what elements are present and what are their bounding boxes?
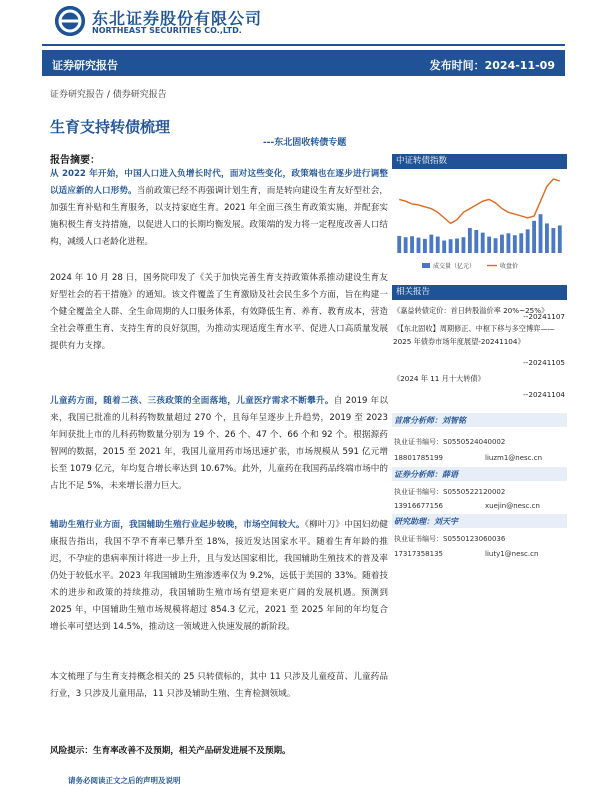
volume-bar	[442, 241, 446, 253]
volume-bar	[455, 239, 459, 253]
volume-bar	[551, 228, 555, 253]
volume-bar	[487, 237, 491, 253]
company-name-en: NORTHEAST SECURITIES CO.,LTD.	[92, 26, 242, 35]
related-report-2-date: --20241105	[523, 358, 565, 367]
footer-disclaimer: 请务必阅读正文之后的声明及说明	[68, 776, 181, 785]
chart-heading: 中证转债指数	[392, 154, 567, 169]
analyst-2-role: 证券分析师：薛语	[394, 470, 458, 479]
paragraph-body: 自 2019 年以来，我国已批准的儿科药物数量超过 270 个，且每年呈逐步上升趋势，2019 至 2023 年间获批上市的儿科药物数量分别为 19 个、26 个、47 个、66 个和 92 个。根据源药智网的数据，2015 至 2021 年，我国儿童用药市场迅速扩张，市场规模从 591 亿元增长至 1079 亿元，年均复合增长率达到 10.67%。此外，儿童药在我国药品终端市场中的占比不足 5%，未来增长潜力巨大。	[50, 396, 388, 491]
related-report-3[interactable]: 《2024 年 11 月十大转债》	[393, 374, 485, 383]
analyst-2-email[interactable]: xuejin@nesc.cn	[485, 502, 540, 510]
close-price-line	[399, 179, 560, 223]
analyst-3-role: 研究助理：刘天宇	[394, 517, 458, 526]
volume-bar	[468, 228, 472, 253]
volume-bar	[506, 233, 510, 253]
analyst-2-phone: 13916677156	[394, 502, 443, 510]
breadcrumb: 证券研究报告 / 债券研究报告	[50, 90, 167, 100]
paragraph-lead: 儿童药方面，随着二孩、三孩政策的全面落地，儿童医疗需求不断攀升。	[50, 396, 334, 406]
paragraph-body: 《柳叶刀》中国妇幼健康报告指出，我国不孕不育率已攀升至 18%，接近发达国家水平。随着生育年龄的推迟，不孕症的患病率预计将进一步上升，且与发达国家相比，我国辅助生殖技术的普及率仍处于较低水平。2023 年我国辅助生殖渗透率仅为 9.2%，远低于美国的 33%。随着技术的进步和政策的持续推动，我国辅助生殖市场有望迎来更广阔的发展机遇。预测到 2025 年，中国辅助生殖市场规模将超过 854.3 亿元，2021 至 2025 年间的年均复合增长率可望达到 14.5%，推动这一领域进入快速发展的新阶段。	[50, 520, 388, 632]
volume-bar	[397, 236, 401, 253]
related-report-2[interactable]: 《【东北固收】周期修正、中枢下移与多空博弈——2025 年债券市场年度展望-20241104》	[393, 324, 555, 346]
chart-legend	[422, 262, 518, 270]
volume-bar	[500, 235, 504, 253]
page-subtitle: ---东北固收转债专题	[263, 138, 347, 148]
volume-bar	[494, 238, 498, 253]
analyst-2-cert: 执业证书编号：S0550522120002	[394, 488, 506, 496]
legend-swatch-volume	[422, 263, 430, 268]
volume-bar	[410, 236, 414, 253]
company-logo-icon	[55, 6, 85, 36]
volume-bar	[558, 225, 562, 253]
company-name-cn: 东北证券股份有限公司	[92, 9, 263, 28]
volume-bar	[481, 233, 485, 253]
analyst-1-phone: 18801785199	[394, 454, 443, 462]
risk-notice: 风险提示：生育率改善不及预期，相关产品研发进展不及预期。	[50, 746, 291, 756]
volume-bar	[539, 214, 543, 253]
volume-bar	[417, 238, 421, 253]
volume-bar	[513, 235, 517, 253]
related-report-1[interactable]: 《嘉益转债定价：首日转股溢价率 20%~25%》	[393, 306, 549, 315]
analyst-1-email[interactable]: liuzm1@nesc.cn	[485, 454, 543, 462]
convertible-bond-index-chart	[392, 173, 567, 271]
report-type-label: 证券研究报告	[52, 59, 118, 72]
header-divider	[42, 44, 565, 46]
volume-bar	[449, 239, 453, 253]
related-report-1-date: --20241107	[523, 312, 565, 321]
summary-paragraph-1	[50, 166, 388, 251]
paragraph-body: 2024 年 10 月 28 日，国务院印发了《关于加快完善生育支持政策体系推动建设生育友好型社会的若干措施》的通知。该文件覆盖了生育激励及社会民生多个方面，旨在构建一个健全覆盖全人群、全生命周期的人口服务体系，有效降低生育、养育、教育成本，营造全社会尊重生育、支持生育的良好氛围，为推动实现适度生育水平、促进人口高质量发展提供有力支撑。	[50, 273, 388, 351]
volume-bar	[462, 237, 466, 253]
related-report-3-date: --20241104	[523, 390, 565, 399]
summary-paragraph-5	[50, 669, 388, 703]
page-title: 生育支持转债梳理	[50, 118, 171, 136]
volume-bars	[397, 214, 561, 253]
analyst-3-email[interactable]: liuty1@nesc.cn	[485, 550, 539, 558]
volume-bar	[532, 221, 536, 253]
volume-bar	[423, 239, 427, 253]
paragraph-lead: 从 2022 年开始，中国人口进入负增长时代，面对这些变化，政策端也在逐步进行调整以适应新的人口形势。	[50, 169, 388, 196]
volume-bar	[526, 229, 530, 253]
analyst-3-cert: 执业证书编号：S0550123060036	[394, 535, 506, 543]
summary-paragraph-2	[50, 270, 388, 355]
paragraph-body: 本文梳理了与生育支持概念相关的 25 只转债标的，其中 11 只涉及儿童疫苗、儿童药品行业，3 只涉及儿童用品，11 只涉及辅助生殖、生育检测领域。	[50, 672, 388, 699]
summary-paragraph-3	[50, 393, 388, 495]
summary-heading: 报告摘要：	[50, 155, 100, 166]
analyst-3-phone: 17317358135	[394, 550, 443, 558]
volume-bar	[436, 237, 440, 253]
legend-label-close: 收盘价	[500, 263, 519, 270]
summary-paragraph-4	[50, 517, 388, 636]
paragraph-body: 当前政策已经不再强调计划生育，而是转向建设生育友好型社会，加强生育补贴和生育服务，以支持家庭生育。2021 年全面三孩生育政策实施，并配套实施积极生育支持措施，以促进人口的长期均衡发展。政策端的发力将一定程度改善人口结构，减缓人口老龄化进程。	[50, 186, 388, 247]
volume-bar	[474, 230, 478, 253]
related-reports-heading: 相关报告	[392, 285, 567, 300]
analyst-1-cert: 执业证书编号：S0550524040002	[394, 438, 506, 446]
volume-bar	[519, 233, 523, 253]
volume-bar	[545, 223, 549, 253]
paragraph-lead: 辅助生殖行业方面，我国辅助生殖行业起步较晚，市场空间较大。	[50, 520, 305, 530]
analyst-1-role: 首席分析师：刘智铭	[394, 416, 466, 425]
volume-bar	[429, 235, 433, 253]
volume-bar	[404, 237, 408, 253]
legend-label-volume: 成交量（亿元）	[433, 263, 476, 270]
publish-date: 发布时间：2024-11-09	[429, 59, 555, 72]
